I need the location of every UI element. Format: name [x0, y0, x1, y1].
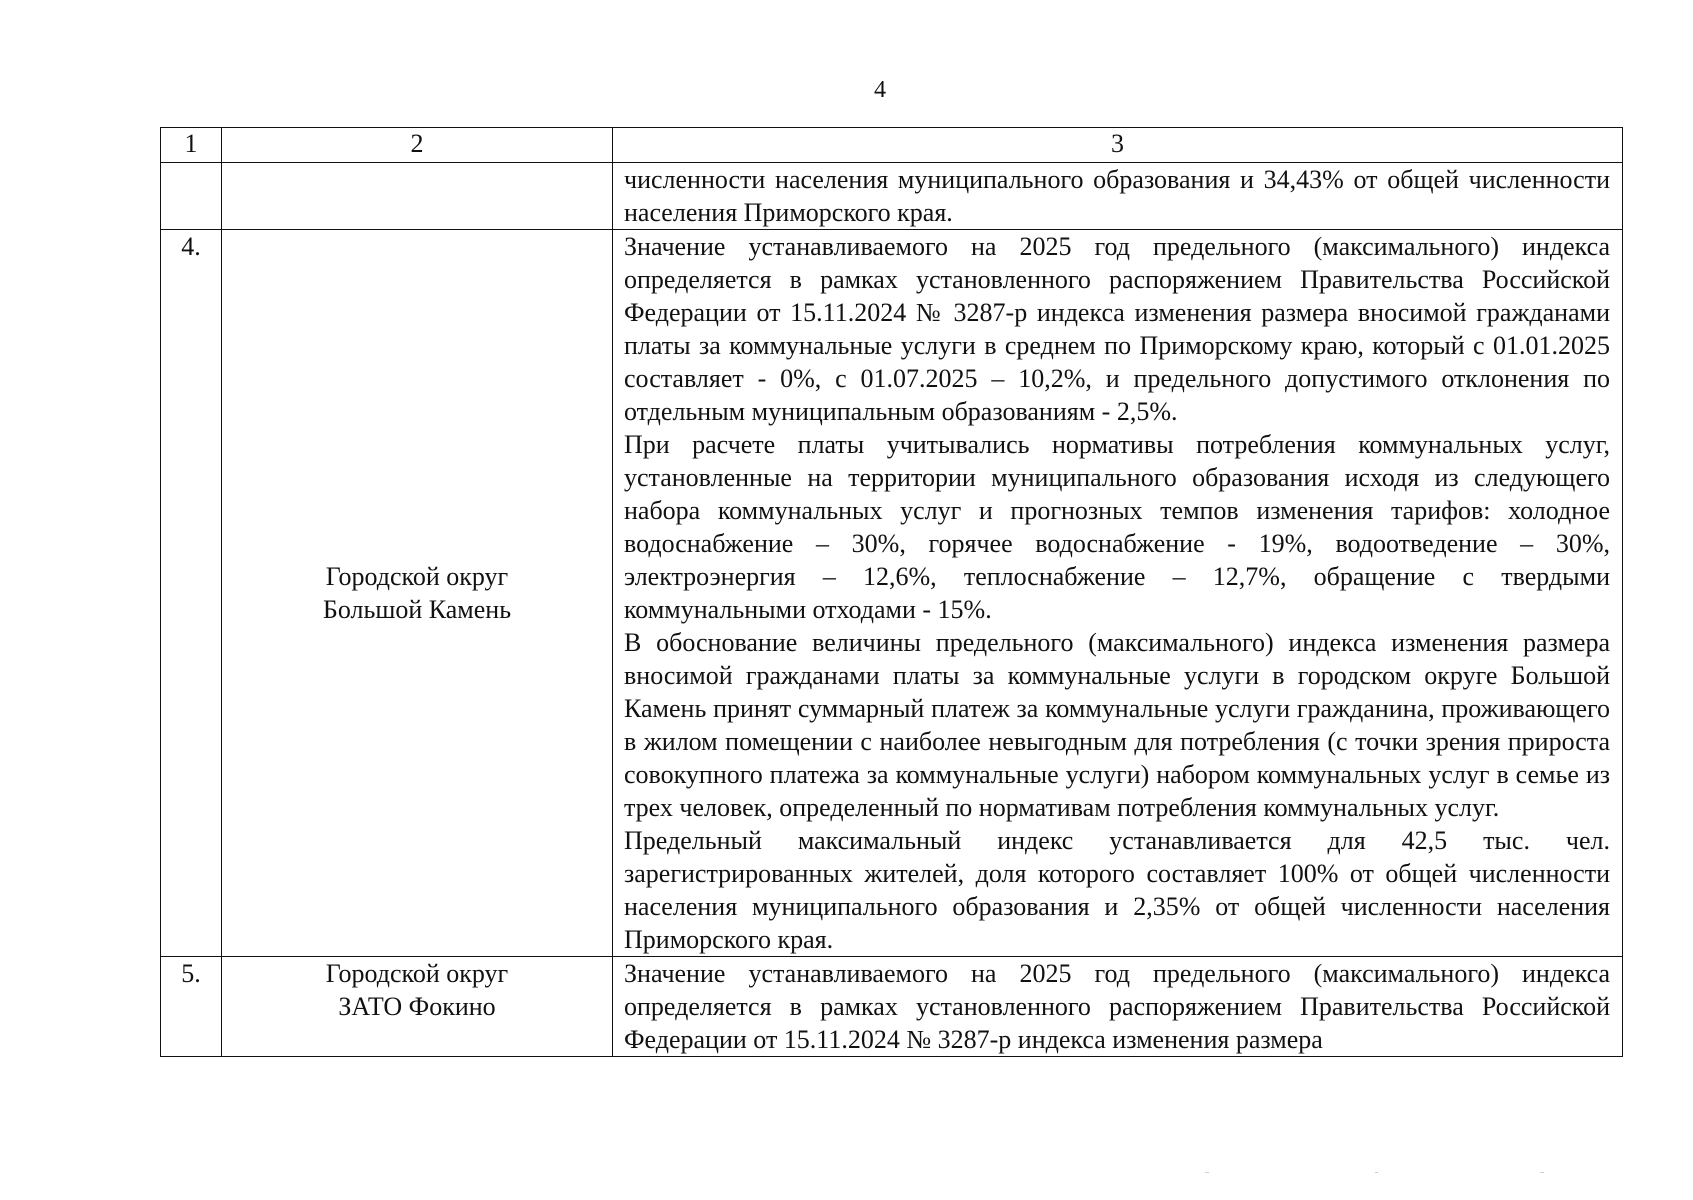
municipality-cell [222, 230, 613, 957]
row-number [161, 163, 222, 230]
page-number: 4 [874, 77, 886, 103]
municipality-name-line: Городской округ [325, 562, 509, 591]
description-cell [613, 230, 1623, 957]
table-header-row [161, 128, 1623, 163]
municipality-cell [222, 163, 613, 230]
description-cell [613, 957, 1623, 1057]
table-row-5 [161, 957, 1623, 1057]
description-paragraph: При расчете платы учитывались нормативы потребления коммунальных услуг, установленные на территории муниципального образования исходя из следующего набора коммунальных услуг и прогнозных темпов изменения тарифов: холодное водоснабжение – 30%, горячее водоснабжение - 19%, водоотведение – 30%, электроэнергия – 12,6%, теплоснабжение – 12,7%, обращение с твердыми коммунальными отходами - 15%. [624, 430, 1610, 624]
column-header-1: 1 [161, 128, 222, 163]
table-row-4 [161, 230, 1623, 957]
scan-artifact [1540, 1172, 1544, 1173]
column-header-2: 2 [222, 128, 613, 163]
description-paragraph: численности населения муниципального образования и 34,43% от общей численности населения Приморского края. [624, 165, 1610, 227]
description-cell [613, 163, 1623, 230]
municipality-cell [222, 957, 613, 1057]
description-paragraph: Значение устанавливаемого на 2025 год предельного (максимального) индекса определяется в рамках установленного распоряжением Правительства Российской Федерации от 15.11.2024 № 3287-р индекса изменения размера [624, 959, 1610, 1054]
index-table [160, 127, 1623, 1057]
scan-artifact [1375, 1172, 1378, 1173]
municipality-name-line: ЗАТО Фокино [338, 992, 496, 1021]
row-number: 5. [161, 957, 222, 1057]
description-paragraph: В обоснование величины предельного (максимального) индекса изменения размера вносимой гражданами платы за коммунальные услуги в городском округе Большой Камень принят суммарный платеж за коммунальные услуги гражданина, проживающего в жилом помещении с наиболее невыгодным для потребления (с точки зрения прироста совокупного платежа за коммунальные услуги) набором коммунальных услуг в семье из трех человек, определенный по нормативам потребления коммунальных услуг. [624, 628, 1610, 822]
municipality-name-line: Большой Камень [322, 595, 512, 624]
column-header-3: 3 [613, 128, 1623, 163]
municipality-name-line: Городской округ [325, 959, 509, 988]
table-row-continuation [161, 163, 1623, 230]
scan-artifact [1205, 1172, 1209, 1173]
row-number: 4. [161, 230, 222, 957]
description-paragraph: Значение устанавливаемого на 2025 год предельного (максимального) индекса определяется в рамках установленного распоряжением Правительства Российской Федерации от 15.11.2024 № 3287-р индекса изменения размера вносимой гражданами платы за коммунальные услуги в среднем по Приморскому краю, который с 01.01.2025 составляет - 0%, с 01.07.2025 – 10,2%, и предельного допустимого отклонения по отдельным муниципальным образованиям - 2,5%. [624, 232, 1610, 426]
description-paragraph: Предельный максимальный индекс устанавливается для 42,5 тыс. чел. зарегистрированных жителей, доля которого составляет 100% от общей численности населения муниципального образования и 2,35% от общей численности населения Приморского края. [624, 826, 1610, 954]
